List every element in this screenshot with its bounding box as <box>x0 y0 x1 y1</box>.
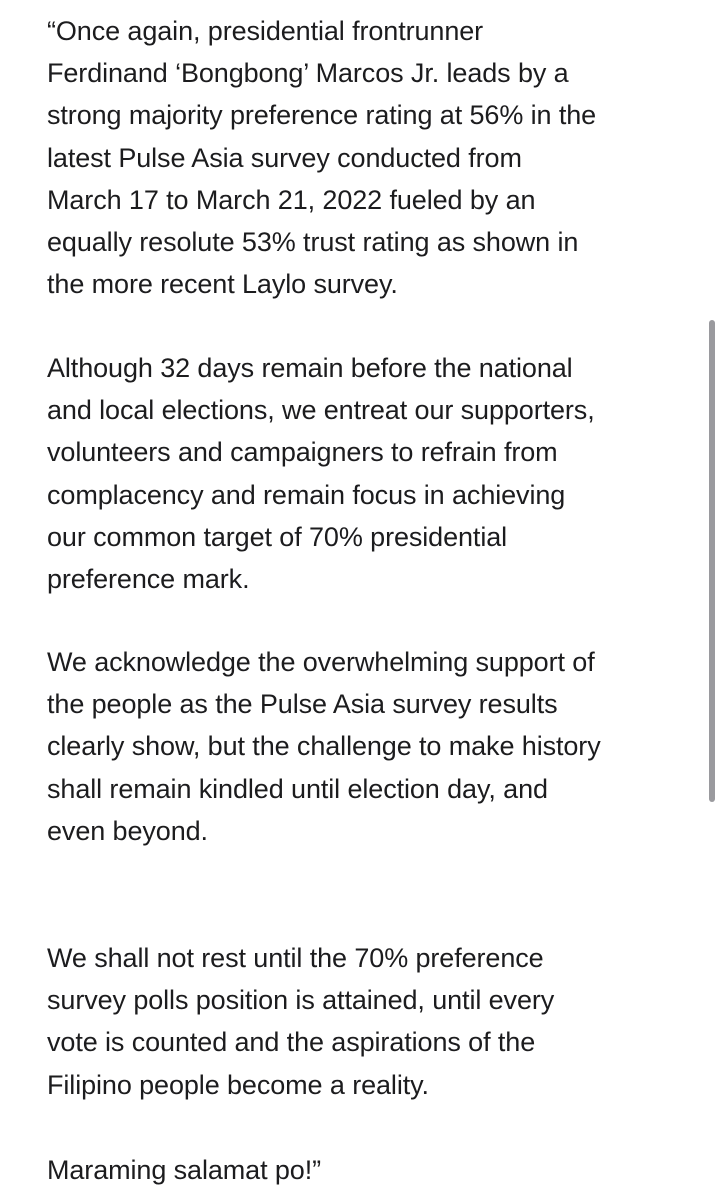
text-line: volunteers and campaigners to refrain from <box>47 437 558 468</box>
paragraph-1 <box>47 10 596 305</box>
text-line: survey polls position is attained, until every <box>47 985 555 1016</box>
text-line: vote is counted and the aspirations of the <box>47 1027 536 1058</box>
text-line: Filipino people become a reality. <box>47 1069 429 1100</box>
text-line: March 17 to March 21, 2022 fueled by an <box>47 184 536 215</box>
text-line: complacency and remain focus in achieving <box>47 479 566 510</box>
text-line: We acknowledge the overwhelming support of <box>47 647 595 677</box>
text-line: the people as the Pulse Asia survey results <box>47 689 558 720</box>
text-line: and local elections, we entreat our supporters, <box>47 395 595 426</box>
text-line: our common target of 70% presidential <box>47 521 508 552</box>
text-line: Although 32 days remain before the national <box>47 353 573 383</box>
text-line: “Once again, presidential frontrunner <box>47 16 484 46</box>
text-line: Ferdinand ‘Bongbong’ Marcos Jr. leads by a <box>47 58 569 89</box>
text-line: even beyond. <box>47 815 208 846</box>
text-line: the more recent Laylo survey. <box>47 269 398 300</box>
text-line: preference mark. <box>47 564 250 595</box>
text-line: latest Pulse Asia survey conducted from <box>47 142 522 173</box>
text-line: strong majority preference rating at 56% in the <box>47 100 597 131</box>
paragraph-5 <box>47 1149 321 1191</box>
paragraph-4 <box>47 937 554 1106</box>
paragraph-3 <box>47 641 601 852</box>
text-line: Maraming salamat po!” <box>47 1155 322 1185</box>
paragraph-2 <box>47 347 595 600</box>
scroll-indicator[interactable] <box>709 320 715 802</box>
text-line: We shall not rest until the 70% preference <box>47 943 544 973</box>
text-line: clearly show, but the challenge to make history <box>47 731 601 762</box>
text-line: equally resolute 53% trust rating as shown in <box>47 227 579 258</box>
text-line: shall remain kindled until election day, and <box>47 773 548 804</box>
